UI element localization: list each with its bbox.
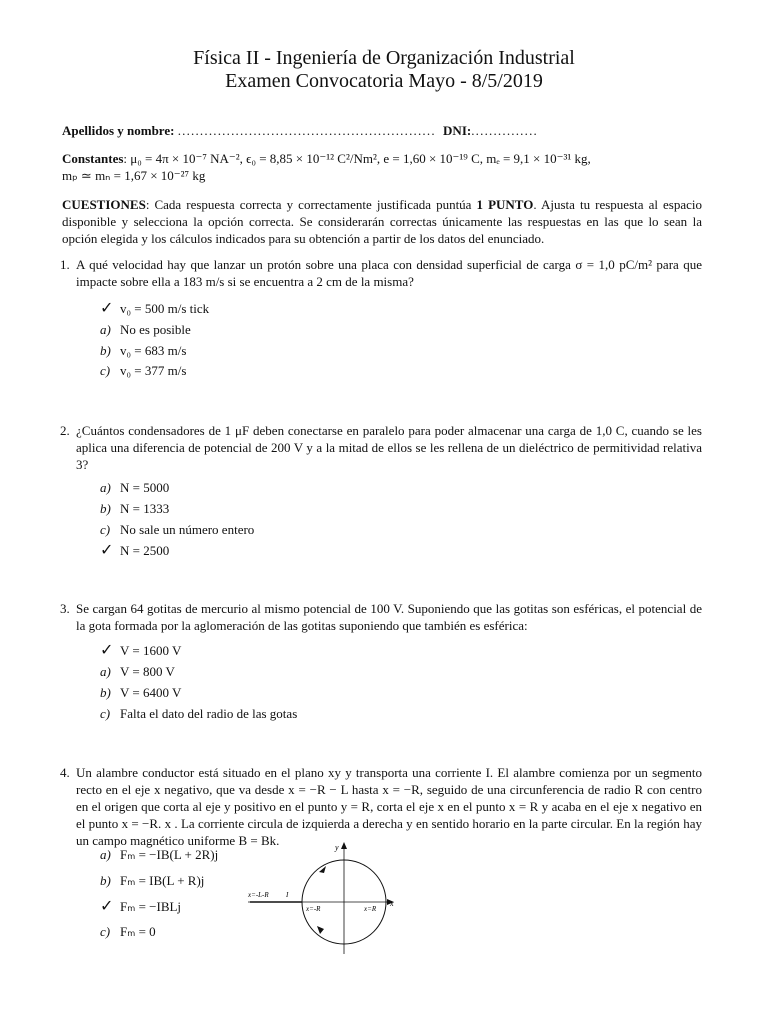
- question-1-option-c[interactable]: [100, 362, 186, 379]
- question-3-option-a[interactable]: [100, 663, 175, 680]
- option-text: N = 1333: [120, 501, 170, 516]
- question-3-option-b[interactable]: [100, 684, 181, 701]
- question-2-option-c[interactable]: [100, 521, 254, 538]
- question-2-option-b[interactable]: [100, 500, 169, 517]
- exam-subtitle: Examen Convocatoria Mayo - 8/5/2019: [225, 70, 543, 92]
- option-text: Fₘ = −IB(L + 2R)j: [120, 847, 219, 862]
- check-icon: ✓: [100, 300, 114, 317]
- instructions-text-b: . Ajusta tu respuesta al espacio disponible y selecciona la opción correcta. Se considerarán correctas únicamente las respuestas en las que lo sean la opción elegida y los cálculos indicados para su obtención a partir de los datos del enunciado.: [62, 197, 703, 246]
- option-label: c): [100, 706, 111, 721]
- question-number: 2.: [60, 423, 70, 438]
- label-neg-r: x=-R: [306, 905, 321, 913]
- question-text: Un alambre conductor está situado en el plano xy y transporta una corriente I. El alambre comienza por un segmento recto en el eje x negativo, que va desde x = −R − L hasta x = −R, seguido de una circunferencia de radio R con centro en el origen que corta al eje y positivo en el punto y = R, corta el eje x en el punto x = R y acaba en el eje x negativo en el punto x = −R. x . La corriente circula de izquierda a derecha y en sentido horario en la parte circular. En la región hay un campo magnético uniforme B = Bk.: [76, 765, 702, 848]
- wire-diagram: [240, 840, 410, 960]
- question-4-option-a[interactable]: [100, 846, 218, 863]
- option-text: V = 800 V: [120, 664, 175, 679]
- option-text: N = 2500: [120, 543, 170, 558]
- constants-line1: : μ₀ = 4π × 10⁻⁷ NA⁻², ϵ₀ = 8,85 × 10⁻¹² C²/Nm², e = 1,60 × 10⁻¹⁹ C, mₑ = 9,1 × 10⁻³¹ kg,: [123, 151, 591, 166]
- question-text: A qué velocidad hay que lanzar un protón sobre una placa con densidad superficial de carga σ = 1,0 pC/m² para que impacte sobre ella a 183 m/s si se encuentra a 2 cm de la misma?: [76, 257, 702, 289]
- question-4-option-c[interactable]: [100, 923, 156, 940]
- student-line: [62, 122, 702, 139]
- question-4: [60, 764, 702, 849]
- option-label: b): [100, 873, 111, 888]
- option-label: c): [100, 522, 111, 537]
- option-text: v₀ = 377 m/s: [120, 363, 187, 378]
- question-text: ¿Cuántos condensadores de 1 μF deben conectarse en paralelo para poder almacenar una carga de 1,0 C, cuando se les aplica una diferencia de potencial de 200 V y a la mitad de ellos se les rellena de un dieléctrico de permitividad relativa 3?: [76, 423, 702, 472]
- question-number: 1.: [60, 257, 70, 272]
- constants-label: Constantes: [62, 151, 124, 166]
- constants-line2: mₚ ≃ mₙ = 1,67 × 10⁻²⁷ kg: [62, 168, 206, 183]
- question-3-option-1[interactable]: [100, 642, 181, 659]
- option-label: c): [100, 363, 111, 378]
- y-axis-arrow-icon: [341, 842, 347, 849]
- label-pos-r: x=R: [364, 905, 377, 913]
- question-text: Se cargan 64 gotitas de mercurio al mismo potencial de 100 V. Suponiendo que las gotitas son esféricas, el potencial de la gota formada por la aglomeración de las gotitas suponiendo que también es esférica:: [76, 601, 702, 633]
- option-text: v₀ = 500 m/s tick: [120, 301, 210, 316]
- check-icon: ✓: [100, 898, 114, 915]
- option-label: a): [100, 664, 111, 679]
- check-icon: ✓: [100, 642, 114, 659]
- option-text: N = 5000: [120, 480, 170, 495]
- question-number: 3.: [60, 601, 70, 616]
- name-field[interactable]: ..........................................................: [177, 123, 436, 138]
- question-number: 4.: [60, 765, 70, 780]
- option-text: Fₘ = 0: [120, 924, 156, 939]
- question-3-option-c[interactable]: [100, 705, 297, 722]
- question-2-option-4[interactable]: [100, 542, 169, 559]
- dni-field[interactable]: ...............: [471, 123, 538, 138]
- option-text: Fₘ = IB(L + R)j: [120, 873, 205, 888]
- option-label: c): [100, 924, 111, 939]
- label-current: I: [286, 891, 289, 899]
- option-text: v₀ = 683 m/s: [120, 343, 187, 358]
- instructions-label: CUESTIONES: [62, 197, 146, 212]
- option-text: Fₘ = −IBLj: [120, 899, 182, 914]
- name-label: Apellidos y nombre:: [62, 123, 175, 138]
- option-label: b): [100, 343, 111, 358]
- option-text: No es posible: [120, 322, 191, 337]
- option-label: a): [100, 322, 111, 337]
- question-2: [60, 422, 702, 473]
- constants-block: [62, 150, 702, 184]
- exam-title: Física II - Ingeniería de Organización Industrial: [193, 47, 575, 69]
- option-label: a): [100, 480, 111, 495]
- option-label: b): [100, 685, 111, 700]
- question-1: [60, 256, 702, 290]
- x-axis-label: x: [390, 899, 394, 908]
- y-axis-label: y: [335, 843, 339, 852]
- option-label: a): [100, 847, 111, 862]
- option-text: V = 1600 V: [120, 643, 182, 658]
- label-start: x=-L-R: [248, 891, 269, 899]
- instructions-block: [62, 196, 702, 247]
- instructions-points: 1 PUNTO: [476, 197, 534, 212]
- option-text: V = 6400 V: [120, 685, 182, 700]
- question-1-option-b[interactable]: [100, 342, 186, 359]
- question-4-option-3[interactable]: [100, 898, 181, 915]
- question-1-option-1[interactable]: [100, 300, 209, 317]
- instructions-text-a: : Cada respuesta correcta y correctamente justificada puntúa: [145, 197, 477, 212]
- question-2-option-a[interactable]: [100, 479, 169, 496]
- option-text: Falta el dato del radio de las gotas: [120, 706, 298, 721]
- option-text: No sale un número entero: [120, 522, 255, 537]
- question-1-option-a[interactable]: [100, 321, 191, 338]
- question-4-option-b[interactable]: [100, 872, 204, 889]
- dni-label: DNI:: [443, 123, 472, 138]
- option-label: b): [100, 501, 111, 516]
- question-3: [60, 600, 702, 634]
- current-arrow-icon: [317, 926, 324, 934]
- check-icon: ✓: [100, 542, 114, 559]
